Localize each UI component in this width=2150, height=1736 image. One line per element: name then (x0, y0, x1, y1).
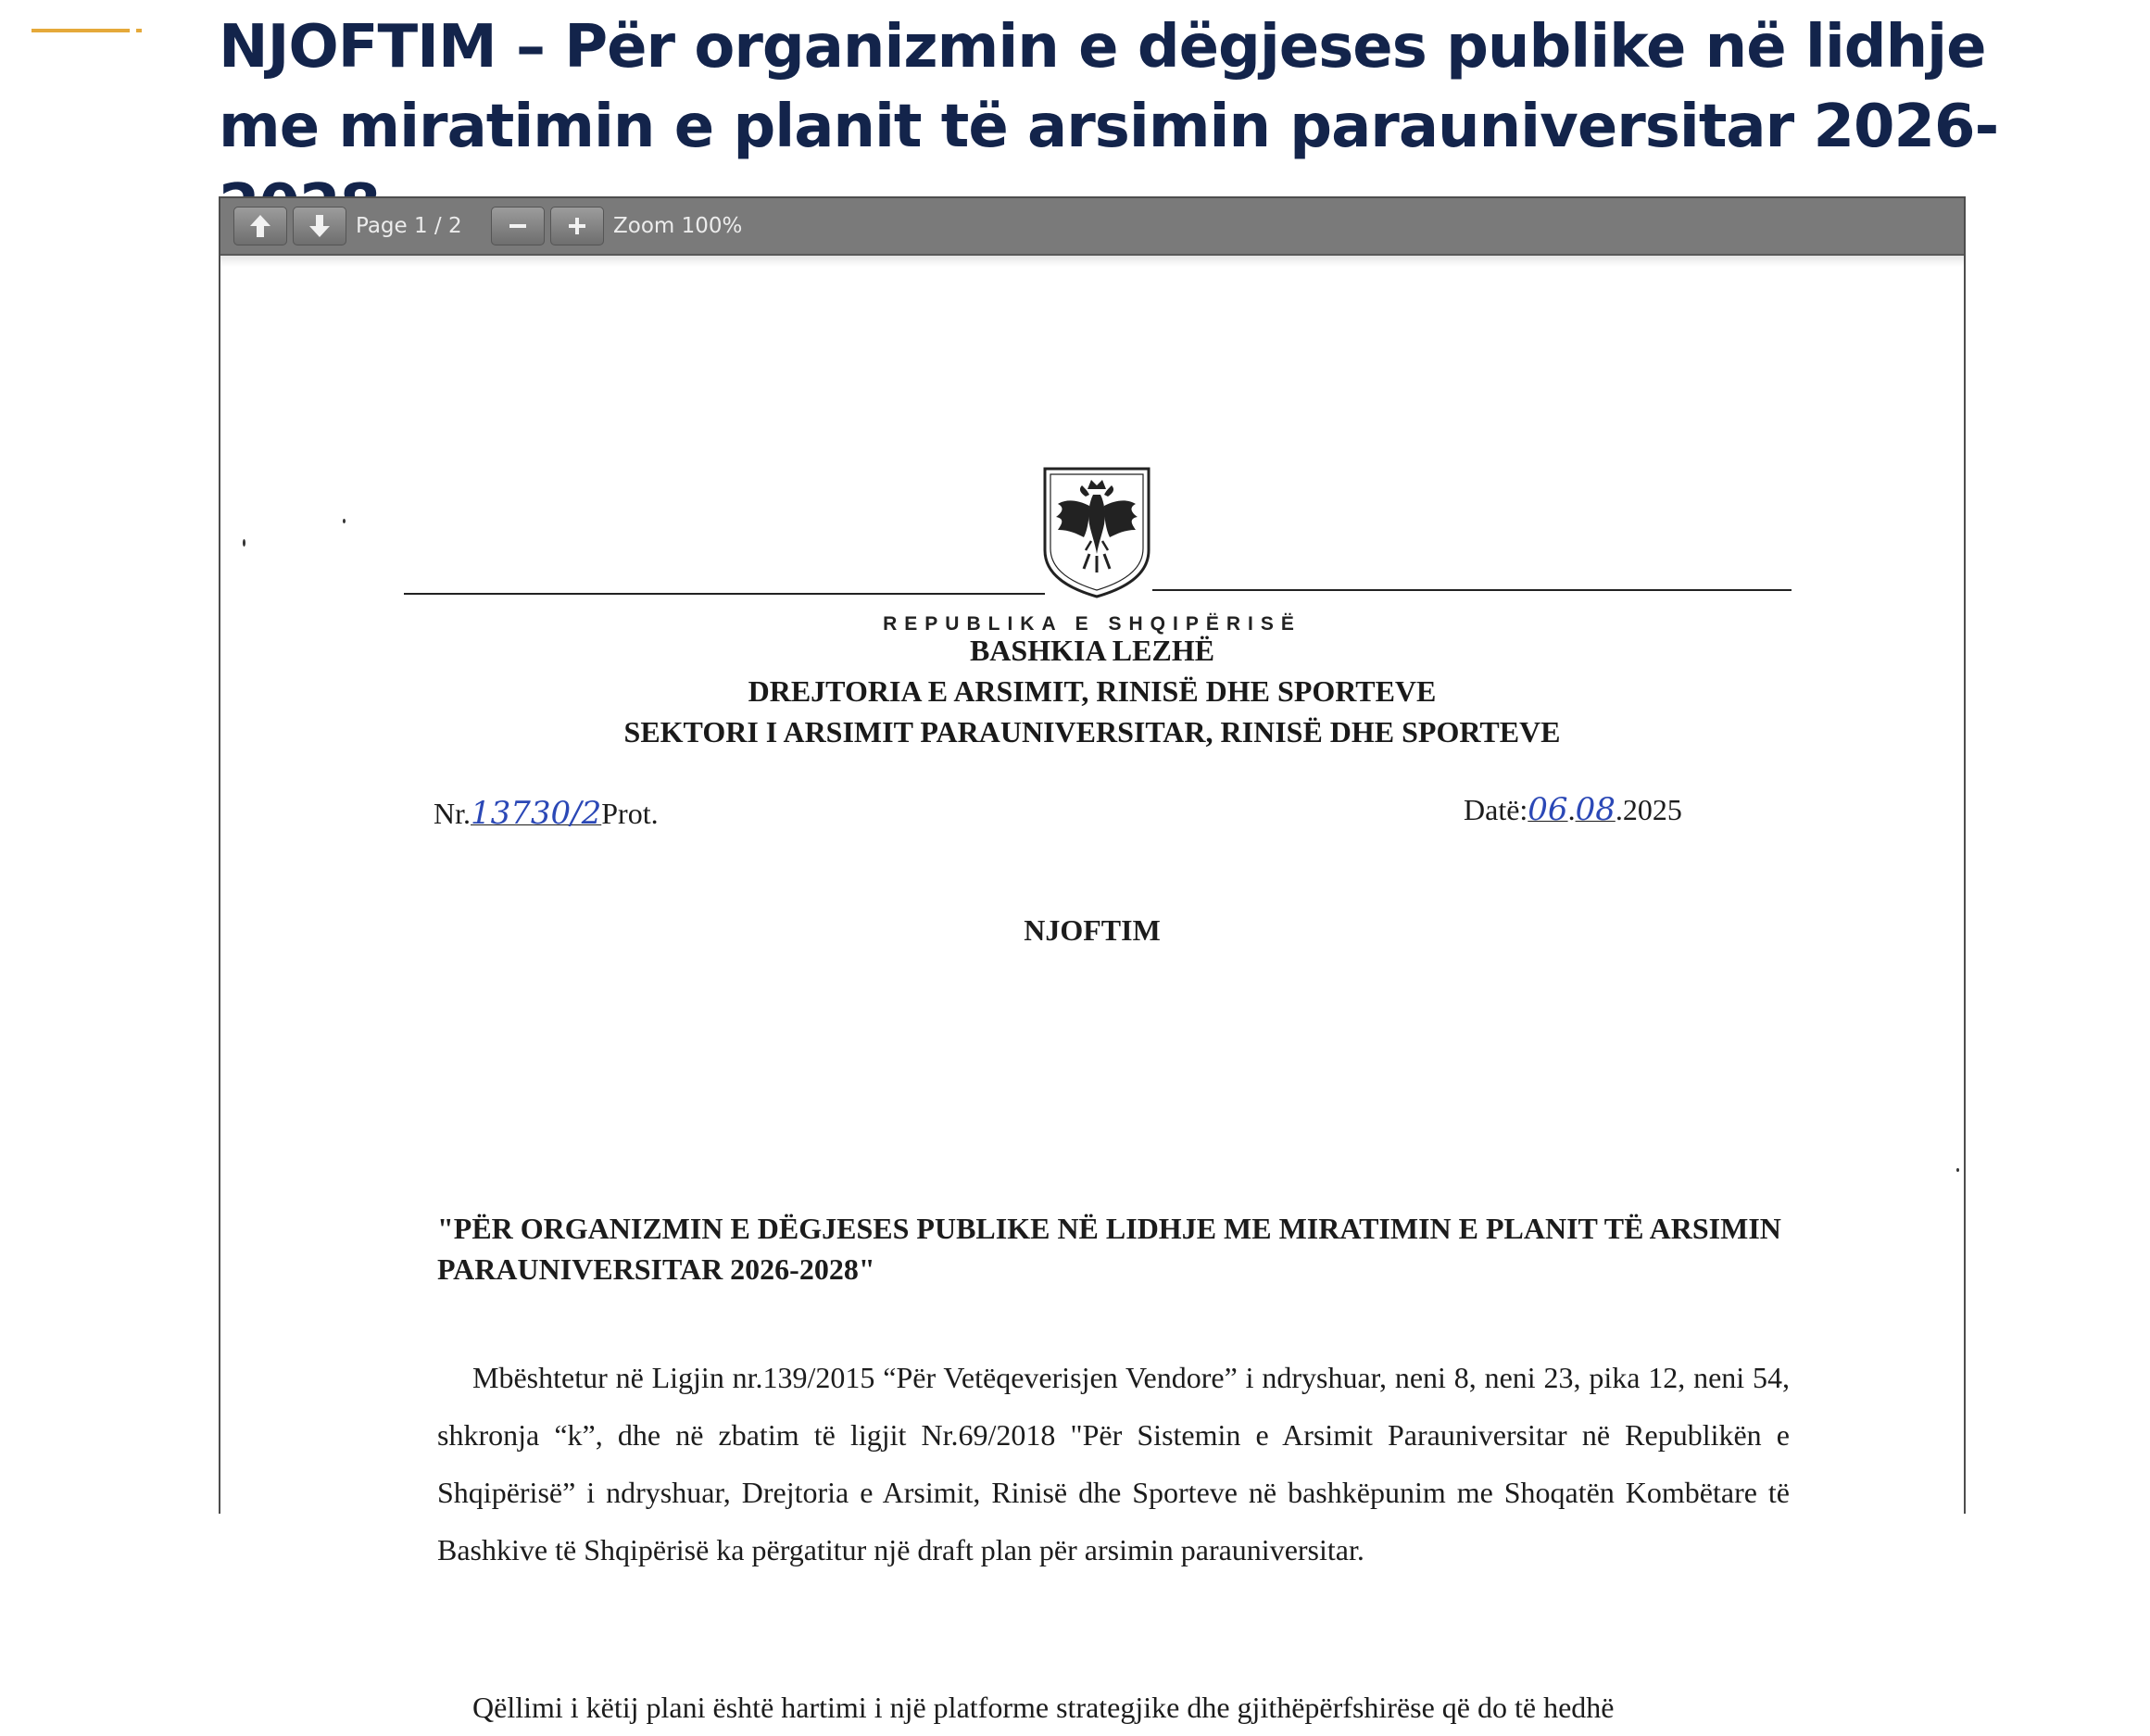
page-indicator: Page 1 / 2 (356, 214, 462, 238)
pdf-toolbar (220, 198, 1964, 256)
title-accent-bar (31, 29, 130, 32)
protocol-number-handwritten: 13730/2 (471, 795, 602, 832)
next-page-button[interactable] (293, 207, 346, 245)
date-label: Datë: (1464, 793, 1528, 826)
scan-speck (1956, 1168, 1959, 1172)
republic-heading: REPUBLIKA E SHQIPËRISË (883, 613, 1301, 635)
directorate-heading: DREJTORIA E ARSIMIT, RINISË DHE SPORTEVE (748, 674, 1437, 708)
zoom-out-button[interactable] (491, 207, 545, 245)
document-subject: "PËR ORGANIZMIN E DËGJESES PUBLIKE NË LIDHJE ME MIRATIMIN E PLANIT TË ARSIMIN PARAUNIVERSITAR 2026-2028" (437, 1212, 1781, 1286)
sector-heading: SEKTORI I ARSIMIT PARAUNIVERSITAR, RINISË DHE SPORTEVE (623, 715, 1561, 748)
body-paragraph-1: Mbështetur në Ligjin nr.139/2015 “Për Vetëqeverisjen Vendore” i ndryshuar, neni 8, neni 23, pika 12, neni 54, shkronja “k”, dhe në zbatim të ligjit Nr.69/2018 "Për Sistemin e Arsimit Parauniversitar në Republikën e Shqipërisë” i ndryshuar, Drejtoria e Arsimit, Rinisë dhe Sporteve në bashkëpunim me Shoqatën Kombëtare të Bashkive të Shqipërisë ka përgatitur një draft plan për arsimin parauniversitar. (437, 1361, 1790, 1566)
date-month-handwritten: 08 (1575, 791, 1616, 828)
document-heading: NJOFTIM (1024, 913, 1161, 947)
zoom-level: Zoom 100% (613, 214, 743, 238)
page-shadow (220, 256, 1964, 267)
protocol-number (434, 795, 659, 832)
previous-page-button[interactable] (233, 207, 287, 245)
date-year: .2025 (1615, 793, 1682, 826)
pdf-viewer[interactable] (219, 196, 1966, 1724)
date-day-handwritten: 06 (1528, 791, 1568, 828)
header-rule-right (1152, 589, 1792, 591)
minus-icon (507, 215, 529, 237)
municipality-heading: BASHKIA LEZHË (969, 634, 1215, 667)
protocol-number-suffix: Prot. (601, 797, 659, 830)
body-paragraph-2: Qëllimi i këtij plani është hartimi i një platforme strategjike dhe gjithëpërfshirëse që do të hedhë (472, 1691, 1615, 1724)
header-rule-left (404, 593, 1045, 595)
scan-speck (243, 539, 245, 547)
title-accent-dot (136, 29, 142, 32)
page-title: NJOFTIM – Për organizmin e dëgjeses publike në lidhje me miratimin e planit të arsimin parauniversitar 2026- (219, 13, 1999, 161)
document-date (1464, 791, 1682, 828)
plus-icon (566, 215, 588, 237)
date-separator: . (1567, 793, 1576, 826)
document-page (220, 256, 1964, 1724)
scan-speck (343, 519, 346, 523)
albanian-coat-of-arms-icon (1041, 465, 1152, 600)
protocol-number-label: Nr. (434, 797, 471, 830)
arrow-up-icon (248, 213, 272, 239)
arrow-down-icon (308, 213, 332, 239)
zoom-in-button[interactable] (550, 207, 604, 245)
